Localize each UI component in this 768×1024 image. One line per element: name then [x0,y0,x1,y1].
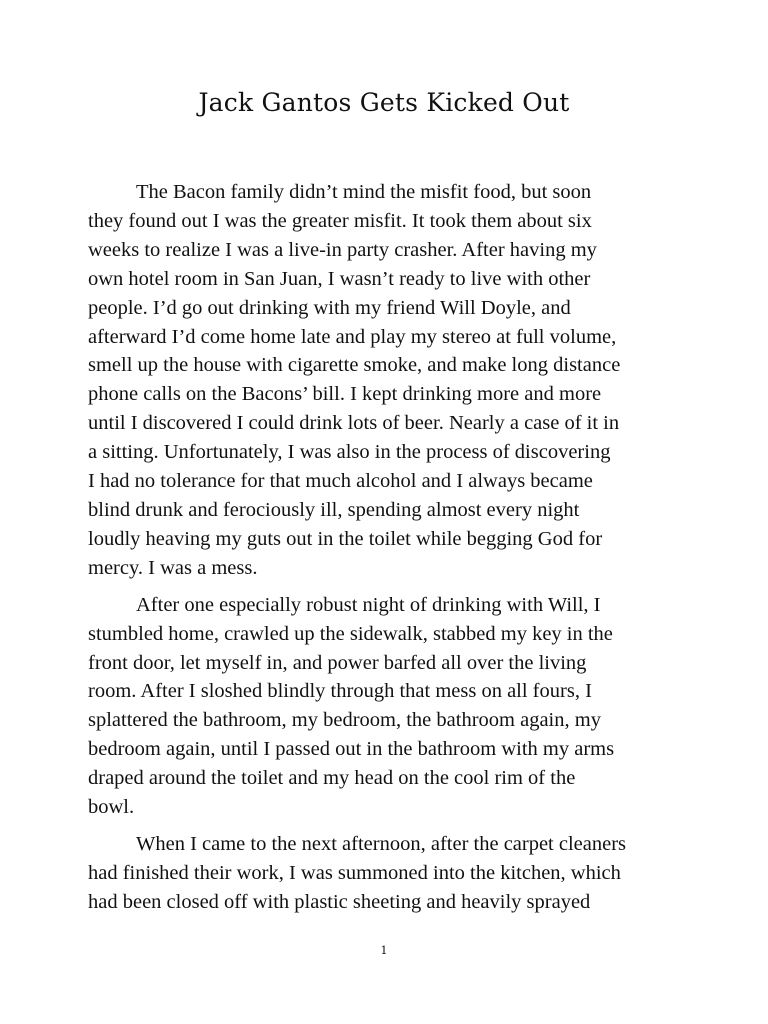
paragraph-1: The Bacon family didn’t mind the misfit food, but soon they found out I was the greater misfit. It took them about six weeks to realize I was a live-in party crasher. After having my own hotel room in San Juan, I wasn’t ready to live with other people. I’d go out drinking with my friend Will Doyle, and afterward I’d come home late and play my stereo at full volume, smell up the house with cigarette smoke, and make long distance phone calls on the Bacons’ bill. I kept drinking more and more until I discovered I could drink lots of beer. Nearly a case of it in a sitting. Unfortunately, I was also in the process of discovering I had no tolerance for that much alcohol and I always became blind drunk and ferociously ill, spending almost every night loudly heaving my guts out in the toilet while begging God for mercy. I was a mess. [88,181,621,579]
paragraph-2: After one especially robust night of drinking with Will, I stumbled home, crawled up the sidewalk, stabbed my key in the front door, let myself in, and power barfed all over the living room. After I sloshed blindly through that mess on all fours, I splattered the bathroom, my bedroom, the bathroom again, my bedroom again, until I passed out in the bathroom with my arms draped around the toilet and my head on the cool rim of the bowl. [88,593,615,819]
paragraph-3: When I came to the next afternoon, after the carpet cleaners had finished their work, I was summoned into the kitchen, which had been closed off with plastic sheeting and heavily sprayed [88,832,627,913]
document-title: Jack Gantos Gets Kicked Out [198,88,570,117]
page-number: 1 [380,944,388,957]
document-body [88,178,688,925]
